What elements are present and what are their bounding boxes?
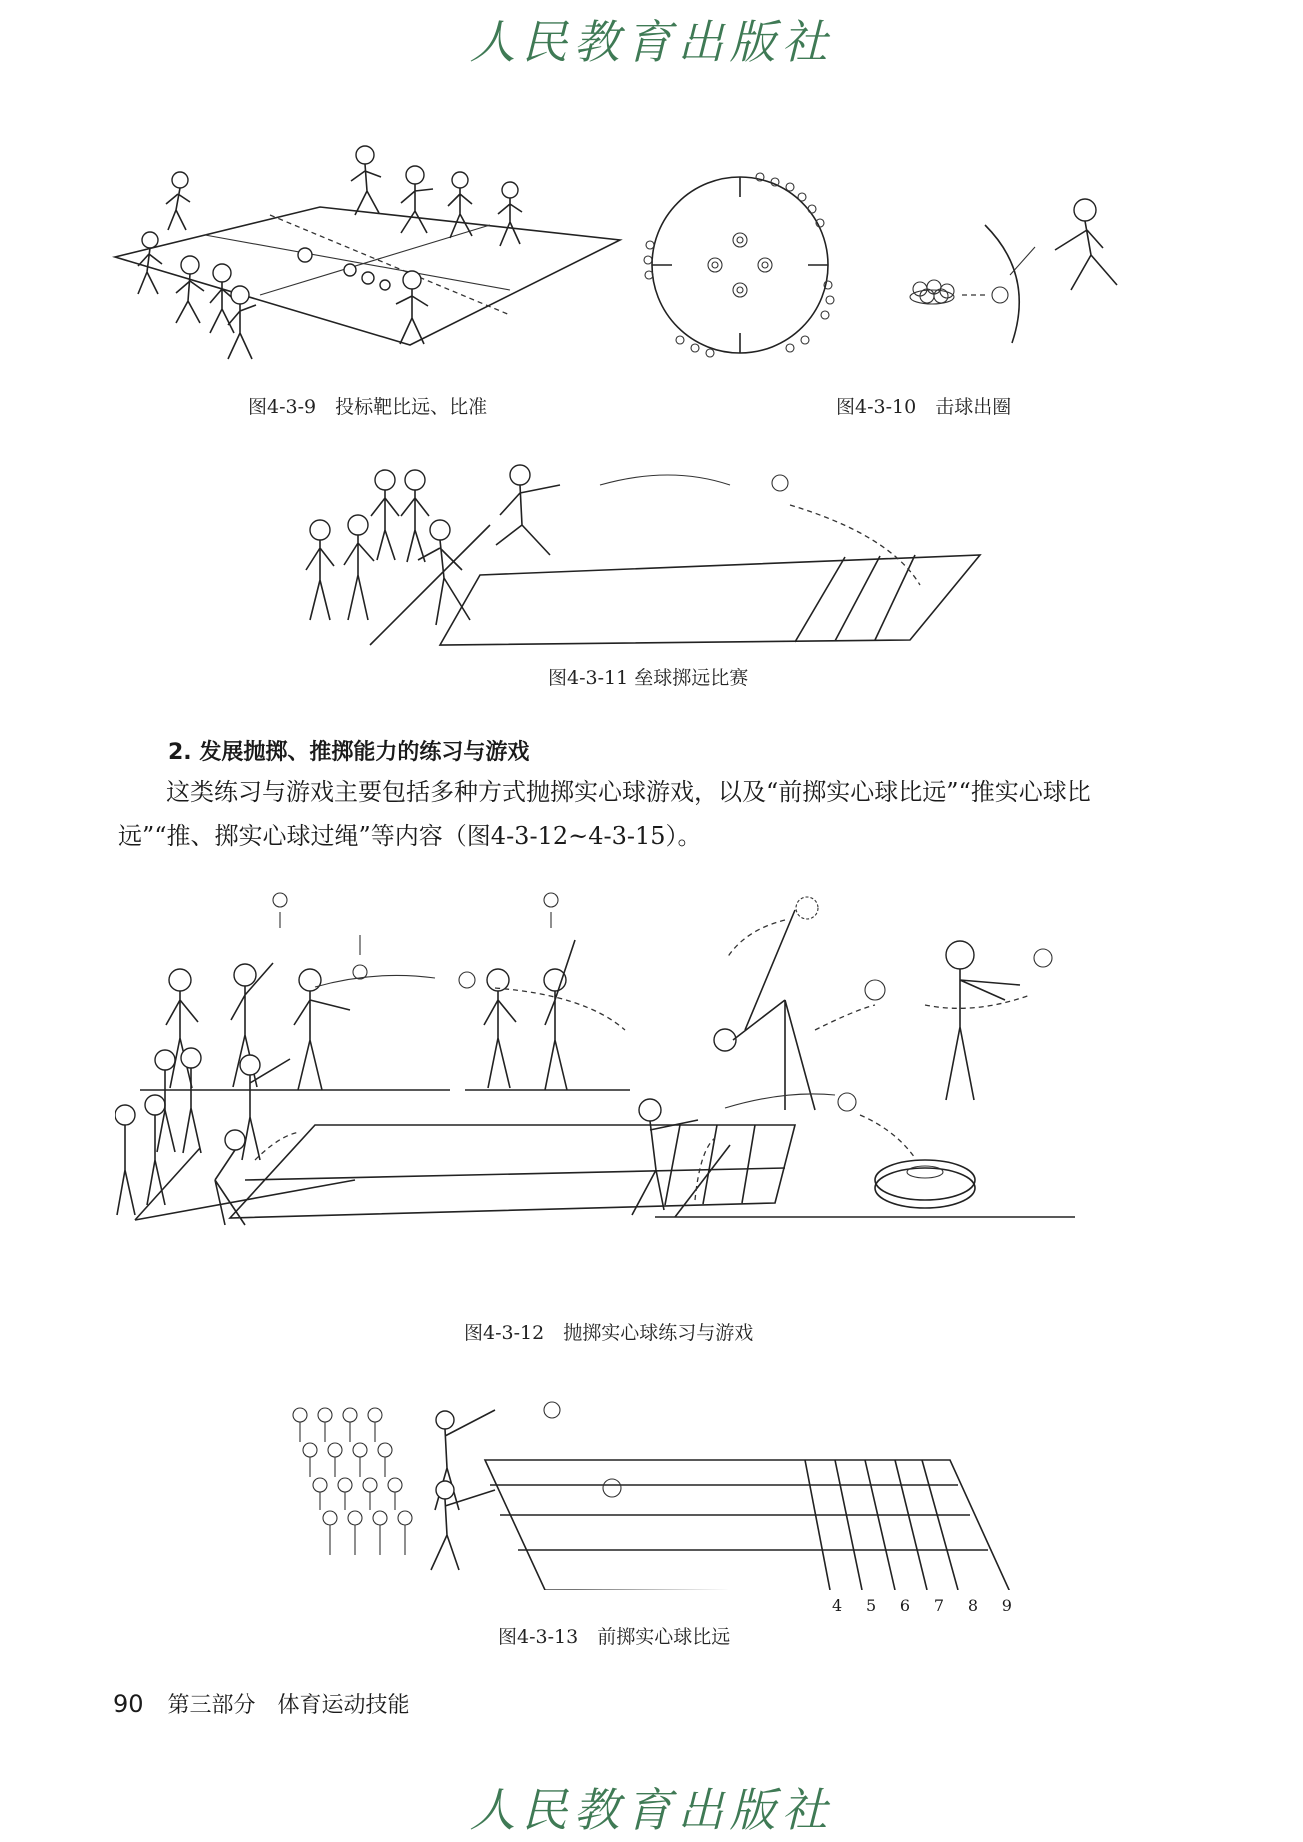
publisher-watermark-bottom: 人民教育出版社 [469, 1783, 834, 1837]
student-rows [293, 1408, 495, 1570]
figure-4-3-13-illustration [290, 1390, 1010, 1590]
figure-4-3-10-caption: 图4-3-10 击球出圈 [836, 396, 1012, 418]
figure-4-3-10-illustration [640, 165, 1160, 375]
figure-4-3-9-illustration [110, 145, 630, 375]
publisher-watermark-top: 人民教育出版社 [469, 15, 834, 69]
figure-4-3-13-caption: 图4-3-13 前掷实心球比远 [498, 1626, 731, 1648]
section-label: 第三部分 体育运动技能 [167, 1693, 410, 1718]
ring-balls [644, 173, 834, 357]
children-figures [138, 146, 522, 359]
figure-4-3-9-caption: 图4-3-9 投标靶比远、比准 [248, 396, 488, 418]
scale-number: 7 [933, 1596, 945, 1615]
figure-4-3-11-illustration [290, 455, 990, 655]
scale-number: 4 [832, 1596, 843, 1615]
figure-4-3-12-illustration [115, 880, 1175, 1320]
figure-4-3-11-caption: 图4-3-11 垒球掷远比赛 [548, 667, 749, 689]
page-footer [113, 1688, 410, 1719]
section-paragraph: 这类练习与游戏主要包括多种方式抛掷实心球游戏，以及“前掷实心球比远”“推实心球比远”“推、掷实心球过绳”等内容（图4-3-12~4-3-15）。 [118, 778, 1091, 850]
scale-number: 8 [967, 1596, 978, 1615]
page-number: 90 [113, 1690, 144, 1718]
section-heading: 2. 发展抛掷、推掷能力的练习与游戏 [168, 740, 530, 765]
scale-number: 9 [1001, 1596, 1012, 1615]
distance-scale-numbers [832, 1596, 1012, 1615]
scale-number: 6 [899, 1596, 911, 1615]
scale-number: 5 [865, 1596, 877, 1615]
figure-4-3-12-caption: 图4-3-12 抛掷实心球练习与游戏 [464, 1322, 754, 1344]
